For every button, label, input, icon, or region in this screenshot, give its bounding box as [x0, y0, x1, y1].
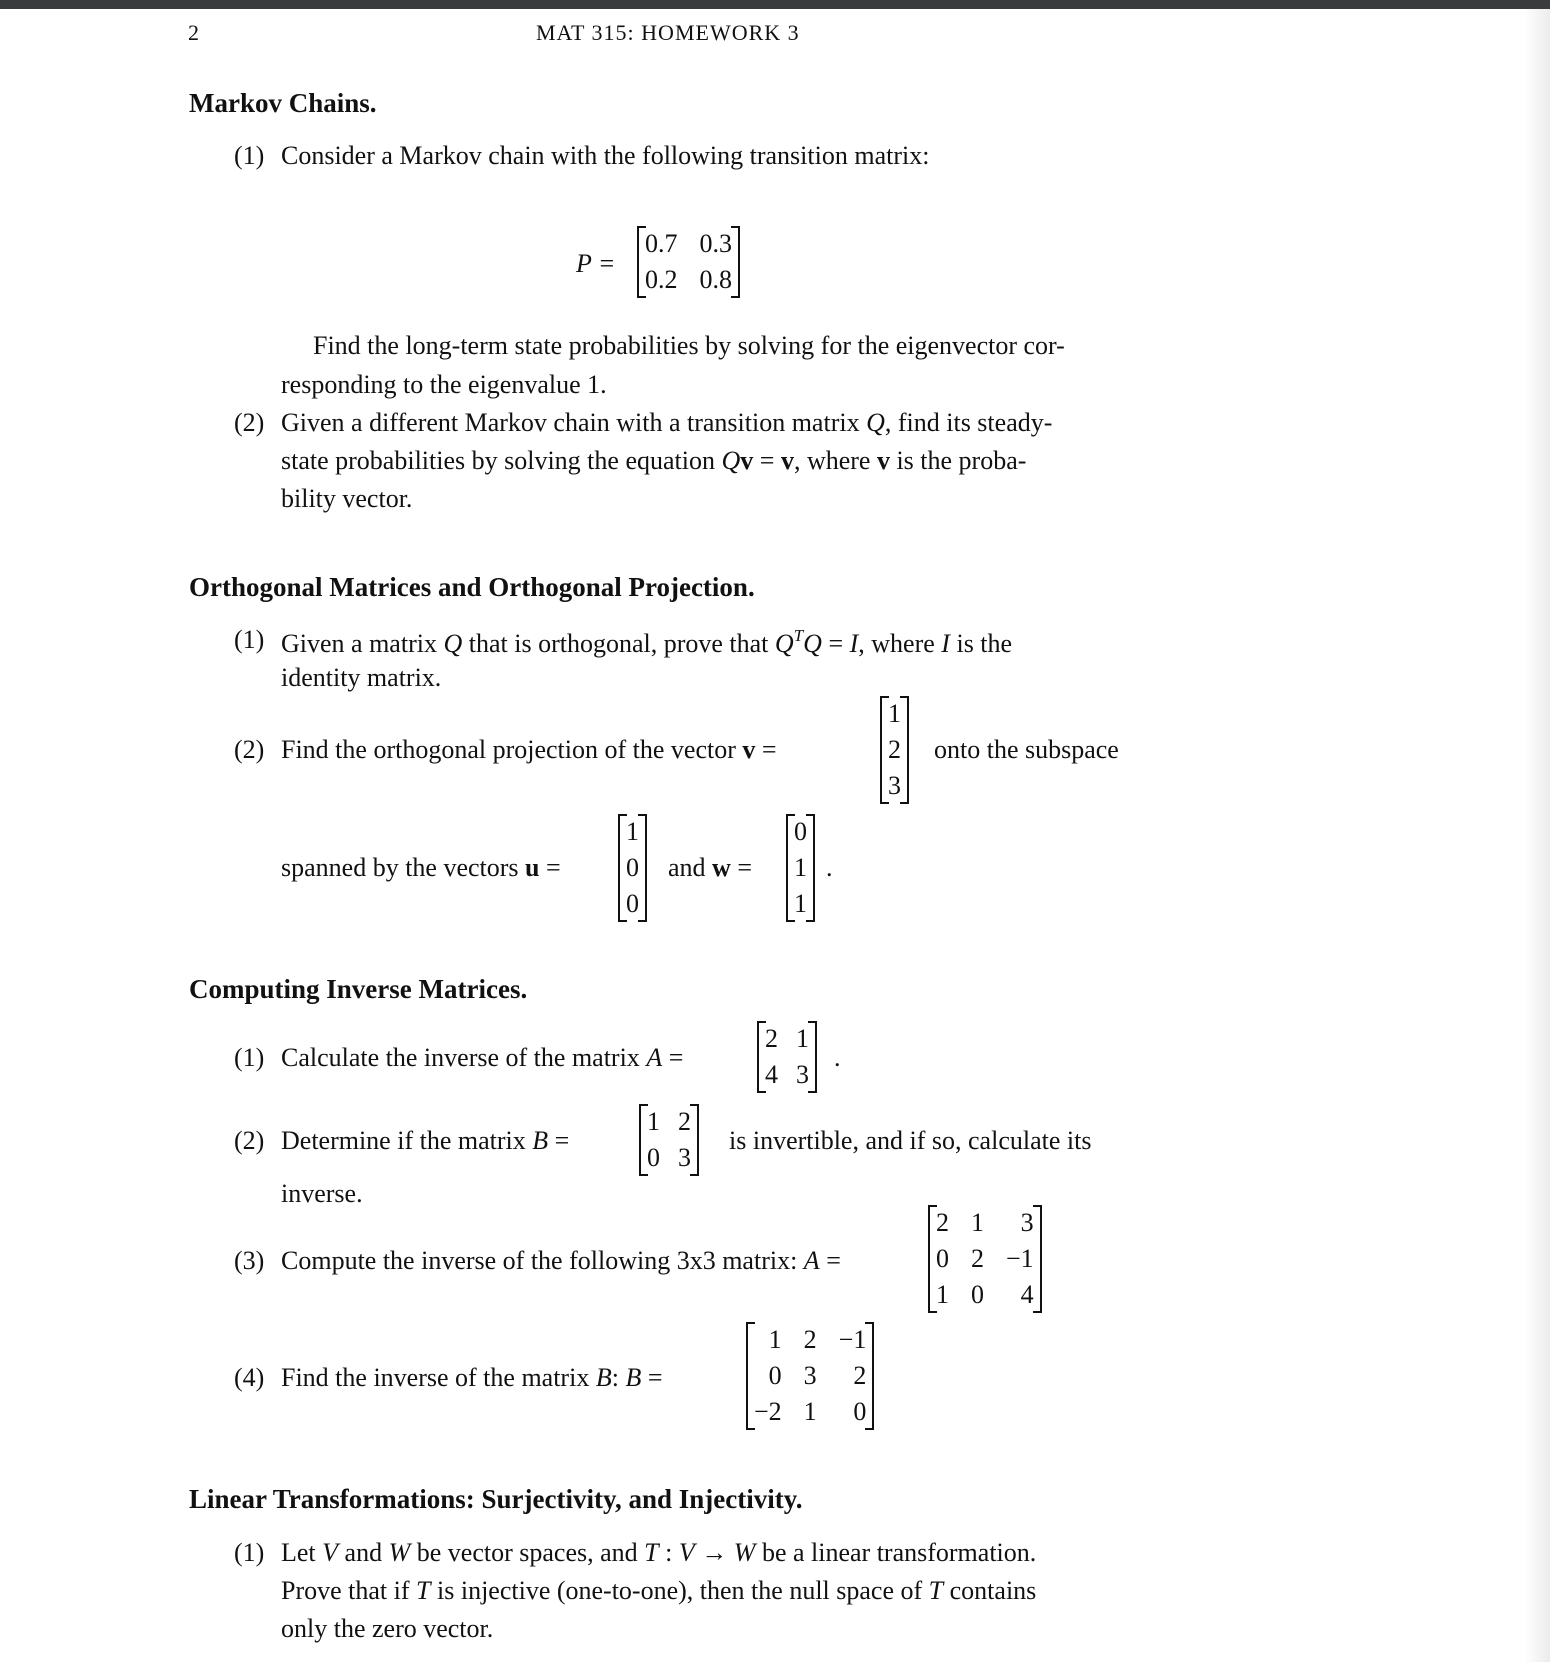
item-text-line: Find the orthogonal projection of the vector v =: [281, 735, 777, 764]
matrix-cell: 0: [936, 1243, 949, 1273]
vector-entry: 1: [794, 888, 807, 918]
matrix-cell: 0.2: [645, 264, 678, 294]
item-text-line: Let V and W be vector spaces, and T : V → W be a linear transformation.: [281, 1538, 1037, 1567]
matrix-b-2x2: [639, 1104, 699, 1176]
item-text-line: Prove that if T is injective (one-to-one), then the null space of T contains: [281, 1576, 1037, 1605]
item-text-line: Find the inverse of the matrix B: B =: [281, 1363, 663, 1392]
item-number: (1): [234, 141, 265, 170]
section-heading-linear-transformations: Linear Transformations: Surjectivity, and Injectivity.: [189, 1484, 803, 1514]
matrix-cell: 3: [796, 1059, 809, 1089]
item-text-line: only the zero vector.: [281, 1614, 494, 1643]
item-text-line: bility vector.: [281, 484, 413, 513]
item-text-line: Compute the inverse of the following 3x3 matrix: A =: [281, 1246, 841, 1275]
matrix-cell: 0: [647, 1142, 660, 1172]
item-text-line: is invertible, and if so, calculate its: [729, 1126, 1092, 1155]
item-text-line: inverse.: [281, 1179, 363, 1208]
period: .: [834, 1043, 841, 1072]
matrix-cell: 0: [853, 1396, 867, 1426]
section-heading-markov: Markov Chains.: [189, 88, 377, 118]
item-number: (2): [234, 408, 265, 437]
window-top-bar: [0, 0, 1550, 9]
page-edge-shadow: [1524, 9, 1550, 1662]
matrix-cell: 2: [803, 1325, 817, 1354]
matrix-cell: 1: [936, 1279, 949, 1309]
item-number: (2): [234, 1126, 265, 1155]
matrix-cell: 2: [936, 1208, 949, 1237]
matrix-cell: 4: [1020, 1279, 1034, 1309]
item-number: (4): [234, 1363, 265, 1392]
vector-u: [618, 814, 647, 922]
matrix-cell: 1: [803, 1396, 817, 1426]
matrix-cell: 2: [971, 1243, 984, 1273]
matrix-cell: 3: [803, 1360, 817, 1390]
matrix-cell: 2: [678, 1107, 691, 1136]
matrix-cell: 0.8: [699, 264, 732, 294]
item-number: (1): [234, 1043, 265, 1072]
item-number: (3): [234, 1246, 265, 1275]
vector-entry: 1: [794, 852, 807, 882]
matrix-cell: 0.7: [645, 229, 678, 258]
item-text-line: and w =: [668, 853, 752, 882]
matrix-label-p: P =: [576, 249, 616, 278]
section-heading-inverse: Computing Inverse Matrices.: [189, 974, 528, 1004]
matrix-cell: 0: [768, 1360, 782, 1390]
paragraph-line: responding to the eigenvalue 1.: [281, 370, 607, 399]
item-text-line: Determine if the matrix B =: [281, 1126, 570, 1155]
matrix-b-3x3: [746, 1322, 874, 1430]
matrix-cell: 4: [765, 1059, 778, 1089]
item-text-line: spanned by the vectors u =: [281, 853, 561, 882]
matrix-cell: 3: [678, 1142, 691, 1172]
item-number: (1): [234, 1538, 265, 1567]
matrix-cell: −2: [754, 1396, 782, 1426]
item-text: Consider a Markov chain with the following transition matrix:: [281, 141, 930, 170]
page-number: 2: [188, 20, 199, 45]
matrix-cell: 0.3: [699, 229, 732, 258]
transition-matrix-p: [637, 226, 740, 298]
item-text-line: identity matrix.: [281, 663, 442, 692]
matrix-cell: 2: [853, 1360, 867, 1390]
matrix-cell: 1: [971, 1208, 984, 1237]
vector-v: [880, 696, 909, 804]
section-heading-orthogonal: Orthogonal Matrices and Orthogonal Projection.: [189, 572, 755, 602]
matrix-a-2x2: [757, 1021, 817, 1093]
vector-entry: 1: [626, 817, 639, 846]
paragraph-line: Find the long-term state probabilities by solving for the eigenvector cor-: [313, 331, 1065, 360]
matrix-cell: 1: [647, 1107, 660, 1136]
item-text-line: state probabilities by solving the equation Qv = v, where v is the proba-: [281, 446, 1027, 475]
matrix-cell: 1: [768, 1325, 782, 1354]
vector-entry: 2: [888, 734, 901, 764]
vector-entry: 3: [888, 770, 901, 800]
matrix-cell: 0: [971, 1279, 984, 1309]
item-number: (1): [234, 625, 265, 654]
item-text-line: Given a different Markov chain with a transition matrix Q, find its steady-: [281, 408, 1053, 437]
vector-entry: 0: [626, 852, 639, 882]
item-text-line: Calculate the inverse of the matrix A =: [281, 1043, 684, 1072]
period: .: [826, 853, 833, 882]
item-text-line: onto the subspace: [934, 735, 1119, 764]
vector-entry: 0: [626, 888, 639, 918]
running-title: MAT 315: HOMEWORK 3: [536, 20, 800, 45]
vector-entry: 0: [794, 817, 807, 846]
matrix-a-3x3: [928, 1205, 1042, 1313]
vector-w: [786, 814, 815, 922]
item-number: (2): [234, 735, 265, 764]
matrix-cell: 2: [765, 1024, 778, 1053]
matrix-cell: 1: [796, 1024, 809, 1053]
vector-entry: 1: [888, 699, 901, 728]
item-text-line: Given a matrix Q that is orthogonal, prove that $Q^TQ = I$, where I is the: [281, 626, 1013, 658]
matrix-cell: 3: [1020, 1208, 1034, 1237]
matrix-cell: −1: [1006, 1243, 1034, 1273]
matrix-cell: −1: [838, 1325, 867, 1354]
